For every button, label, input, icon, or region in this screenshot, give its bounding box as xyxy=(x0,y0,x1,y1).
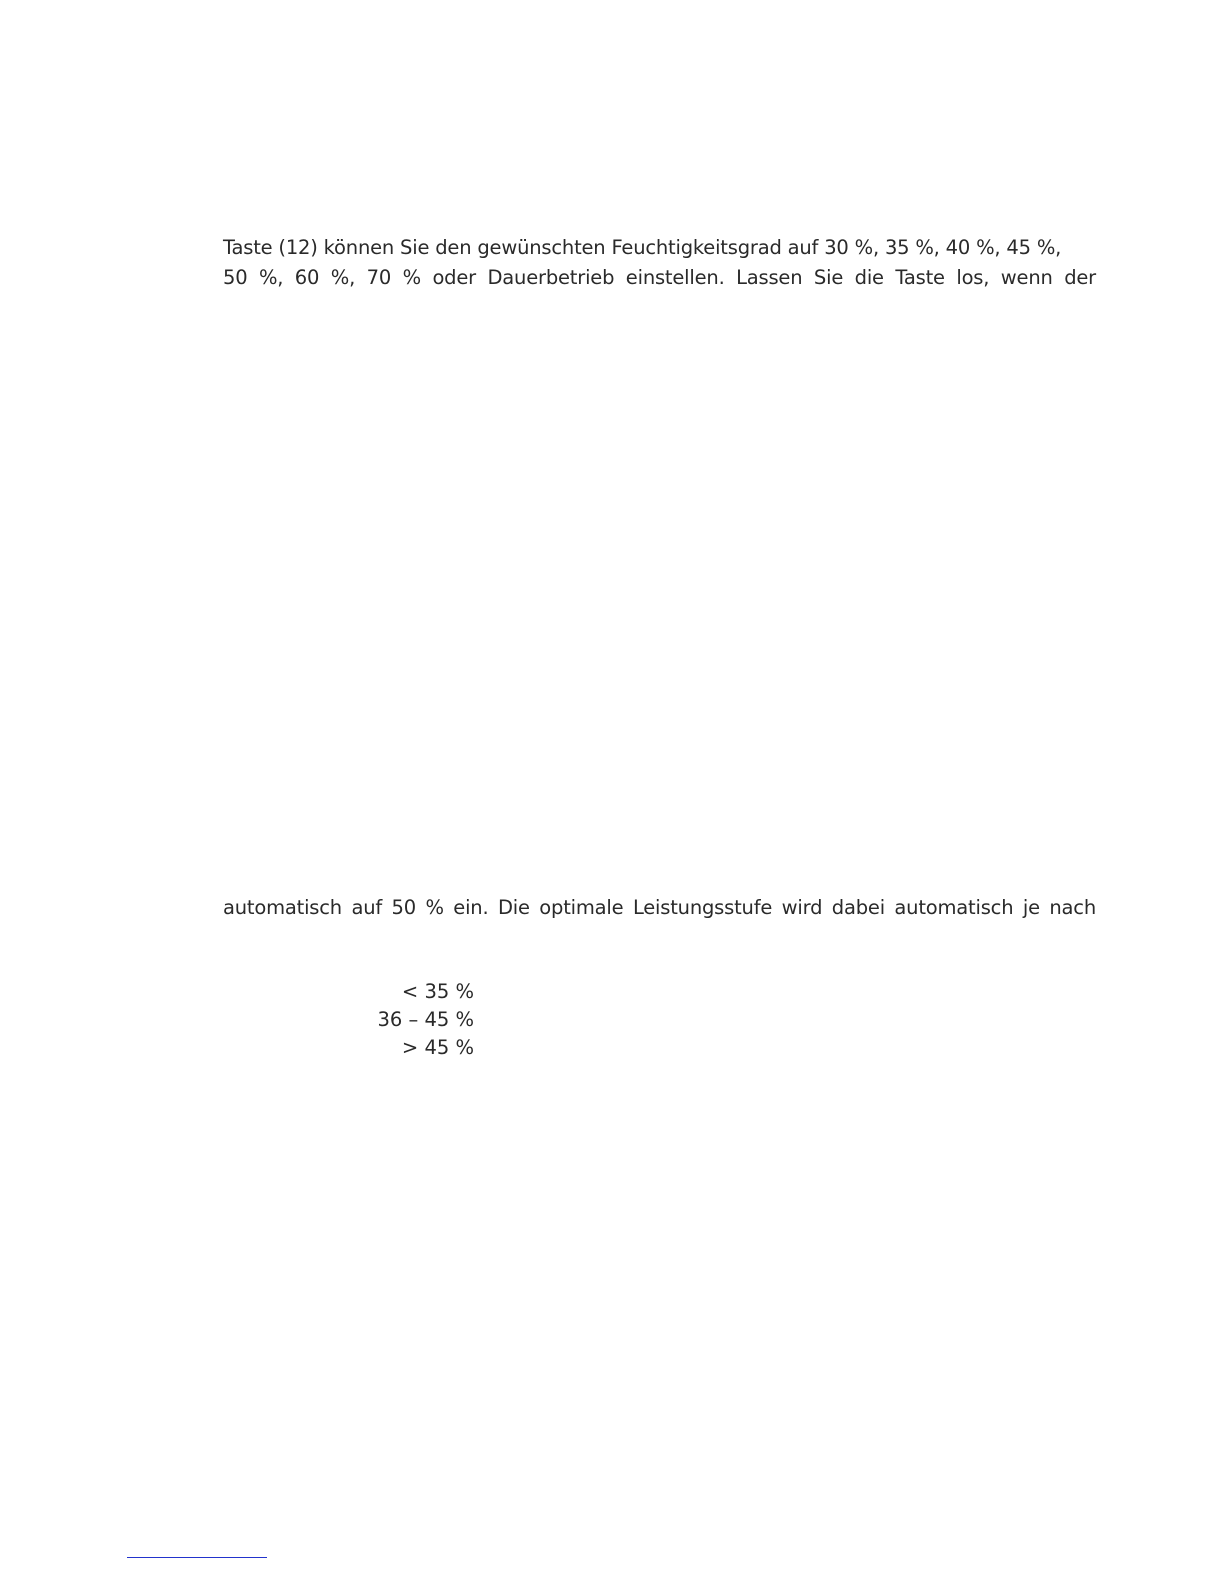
paragraph-line-1: Taste (12) können Sie den gewünschten Feuchtigkeitsgrad auf 30 %, 35 %, 40 %, 45 %, xyxy=(223,236,1062,259)
paragraph-line-2: 50 %, 60 %, 70 % oder Dauerbetrieb einstellen. Lassen Sie die Taste los, wenn der xyxy=(223,266,1096,289)
paragraph-line-3: automatisch auf 50 % ein. Die optimale Leistungsstufe wird dabei automatisch je nach xyxy=(223,896,1096,919)
humidity-range-mid: 36 – 45 % xyxy=(377,1008,474,1031)
footnote-separator xyxy=(127,1557,267,1558)
humidity-range-low: < 35 % xyxy=(401,980,474,1003)
humidity-range-high: > 45 % xyxy=(401,1036,474,1059)
